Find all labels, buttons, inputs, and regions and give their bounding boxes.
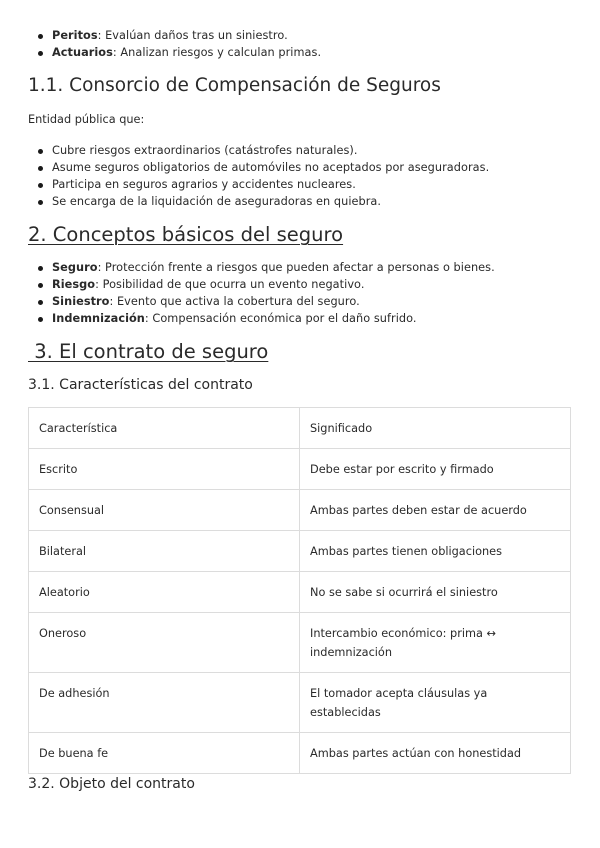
term: Riesgo — [52, 278, 96, 291]
table-cell: Bilateral — [29, 531, 300, 572]
heading-2[interactable]: 2. Conceptos básicos del seguro — [28, 223, 344, 246]
table-cell: Oneroso — [29, 613, 300, 673]
list-item — [38, 44, 578, 61]
table-row — [29, 613, 571, 673]
intro-text: Entidad pública que: — [28, 113, 145, 126]
list-item — [38, 310, 578, 327]
definition: : Analizan riesgos y calculan primas. — [112, 46, 322, 59]
list-item: Cubre riesgos extraordinarios (catástrofes naturales). — [38, 142, 578, 159]
heading-3[interactable]: 3. El contrato de seguro — [28, 340, 269, 363]
table-cell: Ambas partes tienen obligaciones — [300, 531, 571, 572]
list-item — [38, 276, 578, 293]
heading-3-1: 3.1. Características del contrato — [28, 377, 253, 393]
definition: : Protección frente a riesgos que pueden afectar a personas o bienes. — [97, 261, 495, 274]
table-cell: De buena fe — [29, 733, 300, 774]
header-cell: Significado — [300, 408, 571, 449]
list-item: Asume seguros obligatorios de automóviles no aceptados por aseguradoras. — [38, 159, 578, 176]
term: Peritos — [52, 29, 98, 42]
list-item — [38, 259, 578, 276]
table-row — [29, 449, 571, 490]
table-row — [29, 733, 571, 774]
term: Seguro — [52, 261, 98, 274]
table-cell: Intercambio económico: prima ↔ indemnización — [300, 613, 571, 673]
list-item: Participa en seguros agrarios y accidentes nucleares. — [38, 176, 578, 193]
table-row — [29, 531, 571, 572]
roles-list — [38, 27, 578, 61]
characteristics-table — [28, 407, 571, 774]
table-row — [29, 572, 571, 613]
table-cell: De adhesión — [29, 673, 300, 733]
concepts-list — [38, 259, 578, 327]
list-item — [38, 27, 578, 44]
heading-1-1: 1.1. Consorcio de Compensación de Seguros — [28, 75, 441, 96]
table-row — [29, 490, 571, 531]
table-cell: El tomador acepta cláusulas ya establecidas — [300, 673, 571, 733]
term: Siniestro — [52, 295, 110, 308]
table-cell: Consensual — [29, 490, 300, 531]
table-cell: Debe estar por escrito y firmado — [300, 449, 571, 490]
definition: : Evalúan daños tras un siniestro. — [97, 29, 288, 42]
table-cell: Aleatorio — [29, 572, 300, 613]
definition: : Compensación económica por el daño sufrido. — [144, 312, 417, 325]
definition: : Evento que activa la cobertura del seguro. — [109, 295, 360, 308]
term: Actuarios — [52, 46, 113, 59]
table-cell: Ambas partes deben estar de acuerdo — [300, 490, 571, 531]
table-header-row — [29, 408, 571, 449]
term: Indemnización — [52, 312, 145, 325]
table-row — [29, 673, 571, 733]
table-cell: Ambas partes actúan con honestidad — [300, 733, 571, 774]
list-item — [38, 293, 578, 310]
list-item: Se encarga de la liquidación de aseguradoras en quiebra. — [38, 193, 578, 210]
header-cell: Característica — [29, 408, 300, 449]
definition: : Posibilidad de que ocurra un evento negativo. — [95, 278, 365, 291]
consorcio-list — [38, 142, 578, 210]
table-cell: No se sabe si ocurrirá el siniestro — [300, 572, 571, 613]
table-cell: Escrito — [29, 449, 300, 490]
heading-3-2: 3.2. Objeto del contrato — [28, 776, 195, 792]
